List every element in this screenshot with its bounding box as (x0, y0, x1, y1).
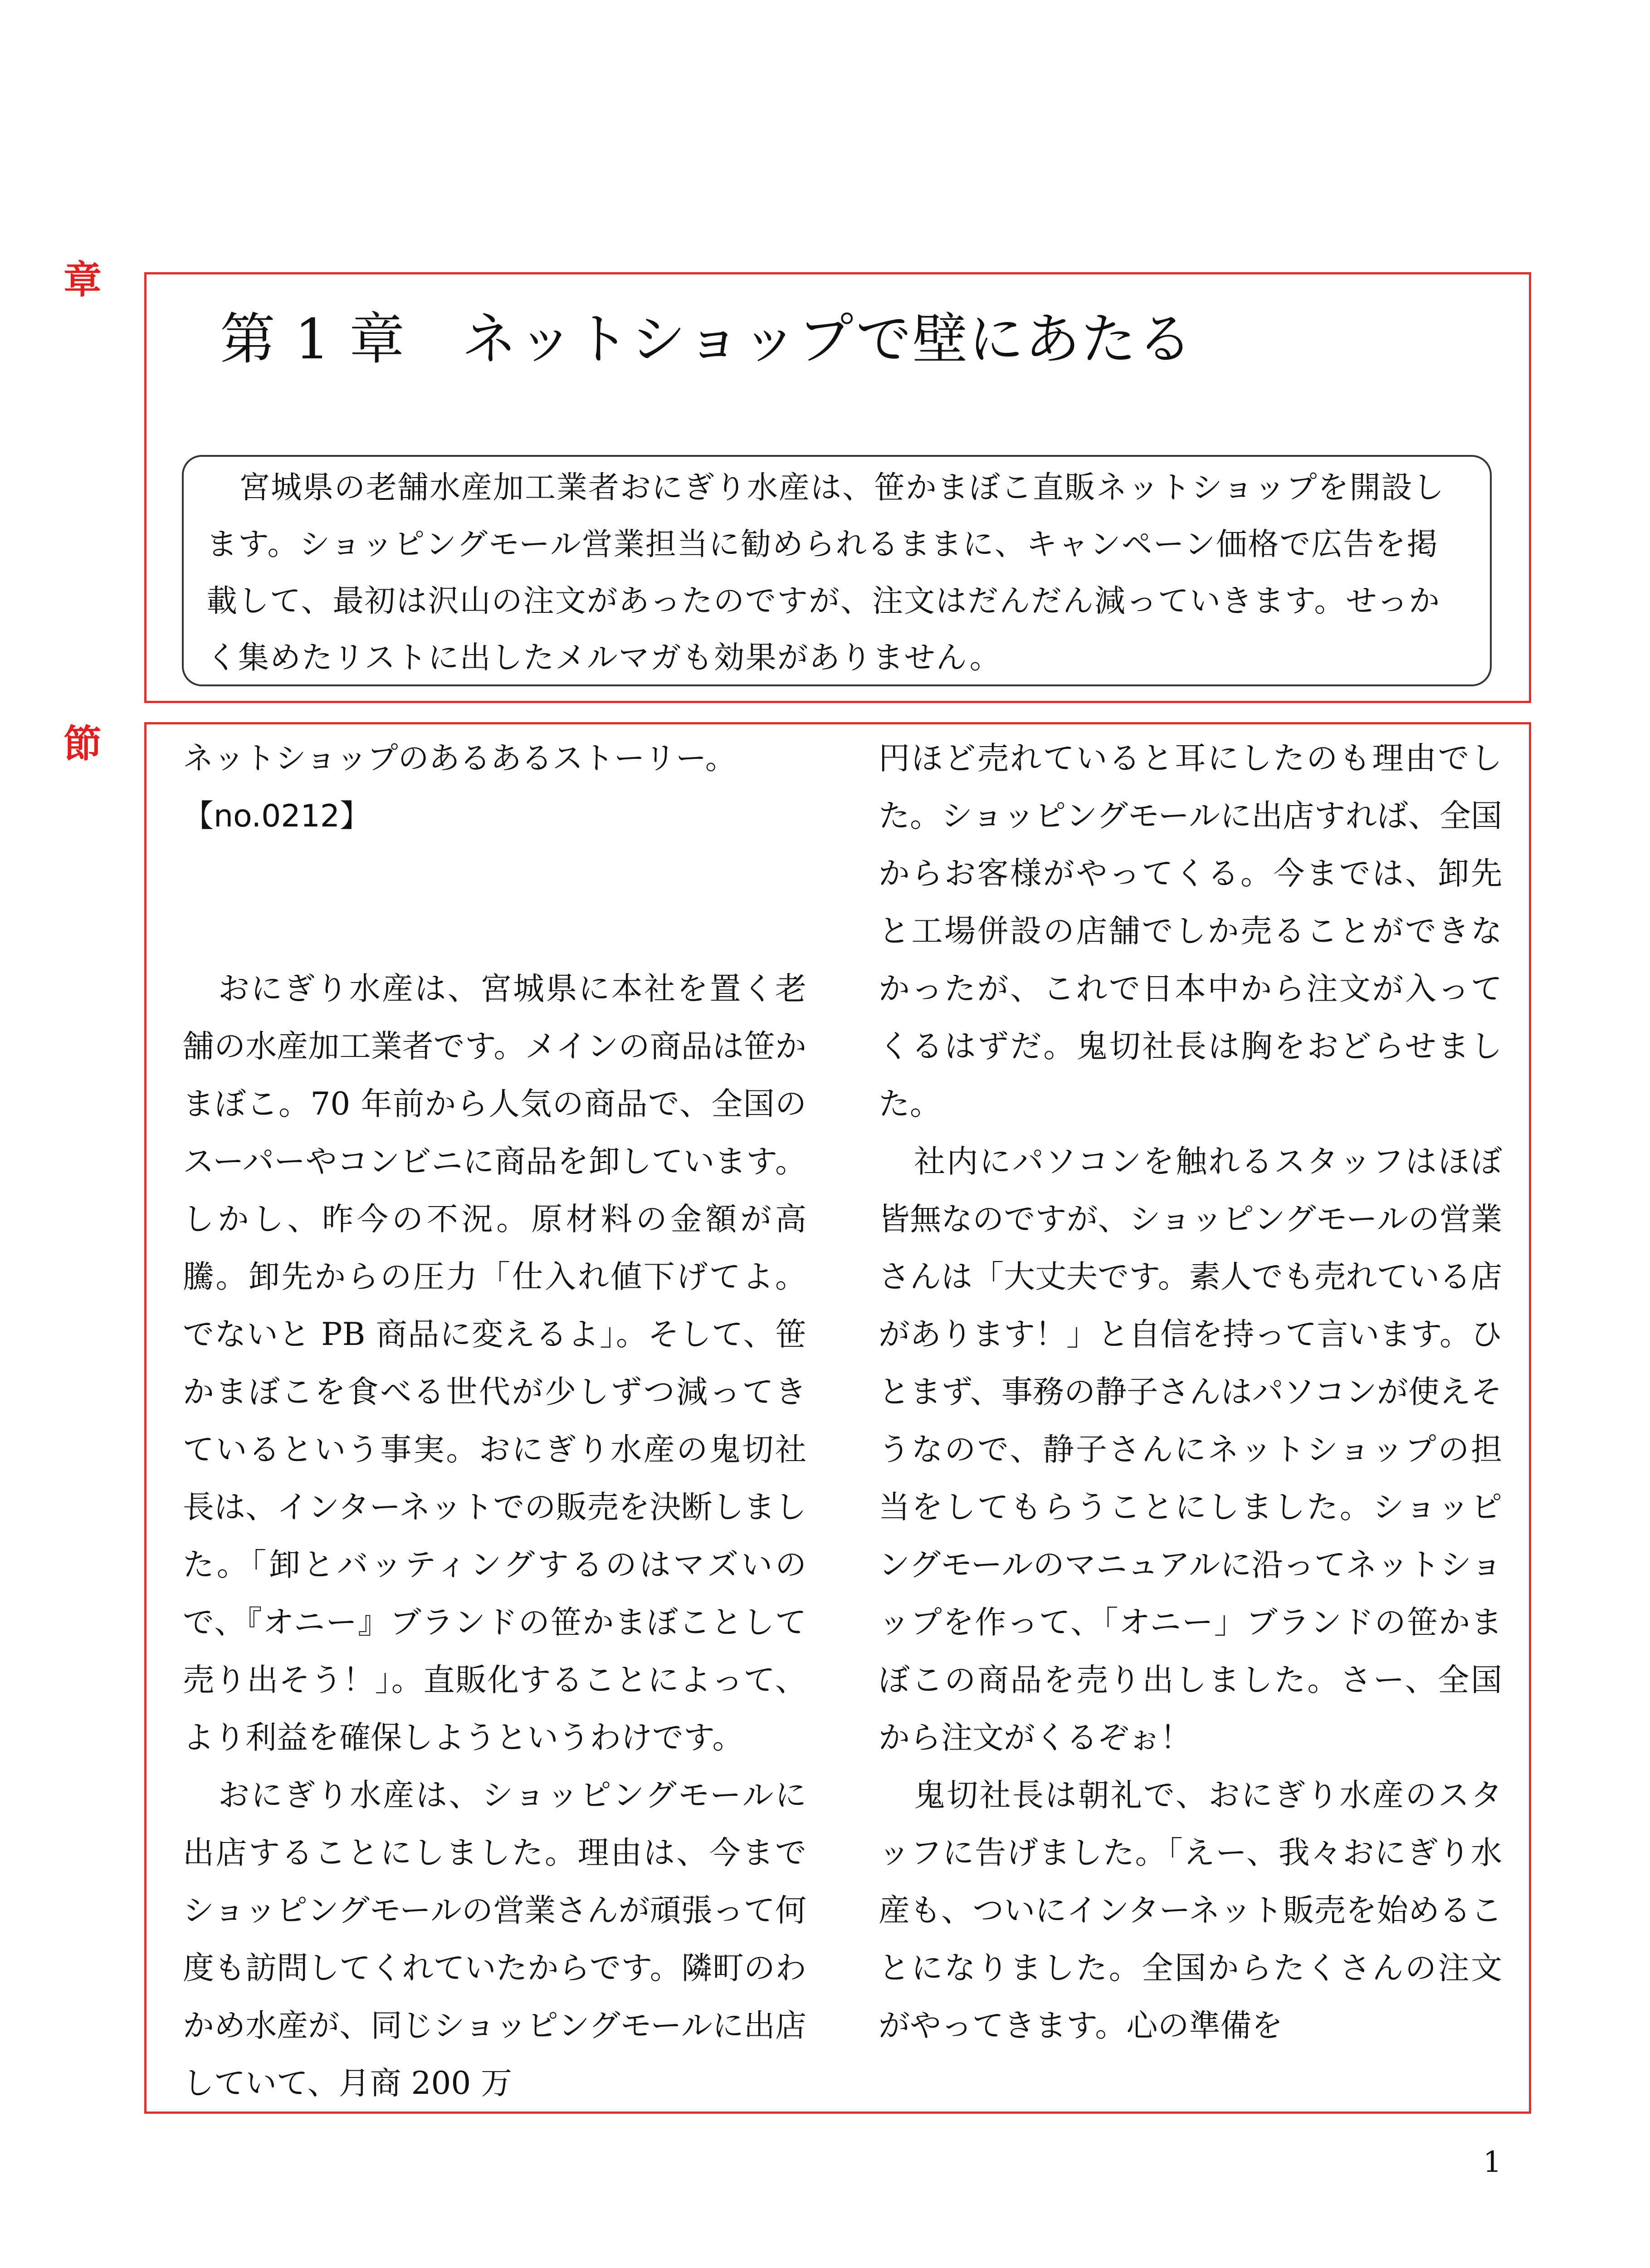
section-frame (144, 722, 1531, 2114)
heading-spacer (183, 845, 806, 960)
section-label: 節 (63, 722, 102, 766)
body-paragraph-continued: 円ほど売れていると耳にしたのも理由でした。ショッピングモールに出店すれば、全国からお客様がやってくる。今までは、卸先と工場併設の店舗でしか売ることができなかったが、これで日本中から注文が入ってくるはずだ。鬼切社長は胸をおどらせました。 (879, 740, 1502, 1122)
chapter-summary-box (182, 455, 1492, 686)
body-paragraph: 鬼切社長は朝礼で、おにぎり水産のスタッフに告げました。「えー、我々おにぎり水産も、ついにインターネット販売を始めることになりました。全国からたくさんの注文がやってきます。心の準備を (879, 1777, 1502, 2044)
section-number: 【no.0212】 (183, 798, 371, 834)
left-text-column (183, 730, 806, 2112)
chapter-label: 章 (63, 258, 102, 302)
section-heading: ネットショップのあるあるストーリー。 (183, 741, 736, 777)
chapter-frame (144, 272, 1531, 703)
chapter-summary-text: 宮城県の老舗水産加工業者おにぎり水産は、笹かまぼこ直販ネットショップを開設します。ショッピングモール営業担当に勧められるままに、キャンペーン価格で広告を掲載して、最初は沢山の注文があったのですが、注文はだんだん減っていきます。せっかく集めたリストに出したメルマガも効果がありません。 (206, 470, 1445, 676)
body-paragraph: おにぎり水産は、ショッピングモールに出店することにしました。理由は、今までショッピングモールの営業さんが頑張って何度も訪問してくれていたからです。隣町のわかめ水産が、同じショッピングモールに出店していて、月商 200 万 (183, 1777, 806, 2102)
body-paragraph: おにぎり水産は、宮城県に本社を置く老舗の水産加工業者です。メインの商品は笹かまぼこ。70 年前から人気の商品で、全国のスーパーやコンビニに商品を卸しています。しかし、昨今の不況。原材料の金額が高騰。卸先からの圧力「仕入れ値下げてよ。でないと PB 商品に変えるよ」。そして、笹かまぼこを食べる世代が少しずつ減ってきているという事実。おにぎり水産の鬼切社長は、インターネットでの販売を決断しました。「卸とバッティングするのはマズいので、『オニー』ブランドの笹かまぼことして売り出そう！」。直販化することによって、より利益を確保しようというわけです。 (183, 971, 806, 1756)
body-paragraph: 社内にパソコンを触れるスタッフはほぼ皆無なのですが、ショッピングモールの営業さんは「大丈夫です。素人でも売れている店があります！」と自信を持って言います。ひとまず、事務の静子さんはパソコンが使えそうなので、静子さんにネットショップの担当をしてもらうことにしました。ショッピングモールのマニュアルに沿ってネットショップを作って、「オニー」ブランドの笹かまぼこの商品を売り出しました。さー、全国から注文がくるぞぉ！ (879, 1144, 1502, 1756)
page-number: 1 (1483, 2146, 1502, 2179)
right-text-column (879, 730, 1502, 2055)
chapter-title: 第 1 章 ネットショップで壁にあたる (220, 307, 1194, 371)
